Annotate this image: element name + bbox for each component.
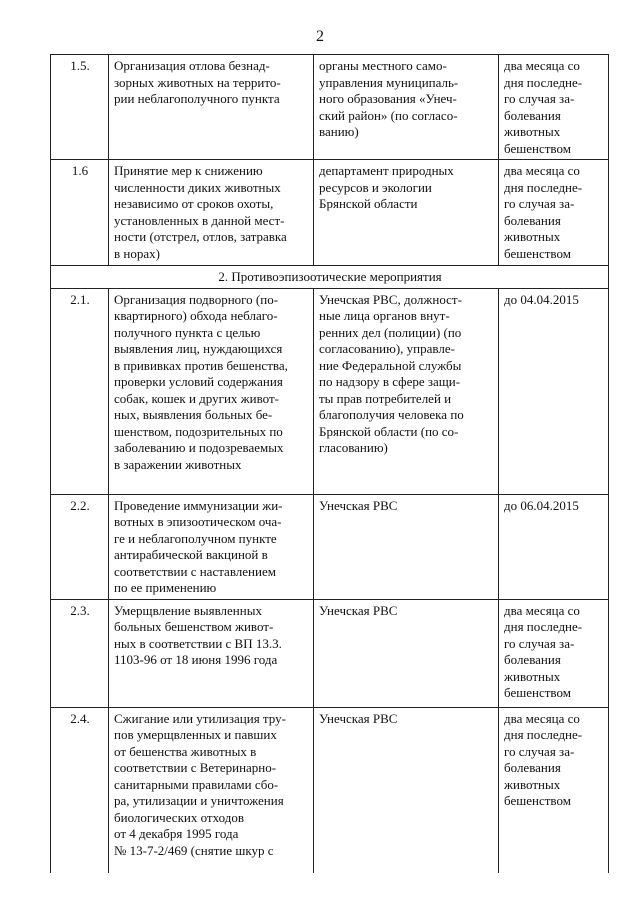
item-number: 2.3. <box>51 599 109 707</box>
deadline: два месяца со дня последне- го случая за- болевания животных бешенством <box>499 707 609 873</box>
deadline: до 06.04.2015 <box>499 494 609 599</box>
responsible-party: департамент природных ресурсов и экологии Брянской области <box>314 160 499 266</box>
deadline: два месяца со дня последне- го случая за- болевания животных бешенством <box>499 160 609 266</box>
responsible-party: Унечская РВС <box>314 599 499 707</box>
item-number: 1.5. <box>51 55 109 160</box>
item-number: 1.6 <box>51 160 109 266</box>
measure-description: Организация подворного (по- квартирного) обхода неблаго- получного пункта с целью выявления лиц, нуждающихся в прививках против бешенства, проверки условий содержания собак, кошек и других живот- ных, выявления больных бе- шенством, подозрительных по заболеванию и подозреваемых в заражении животных <box>109 288 314 494</box>
item-number: 2.4. <box>51 707 109 873</box>
section-title: 2. Противоэпизоотические мероприятия <box>51 266 609 289</box>
table-row <box>51 55 609 160</box>
table-row <box>51 599 609 707</box>
measure-description: Умерщвление выявленных больных бешенством живот- ных в соответствии с ВП 13.3. 1103-96 от 18 июня 1996 года <box>109 599 314 707</box>
responsible-party: органы местного само- управления муниципаль- ного образования «Унеч- ский район» (по согласо- ванию) <box>314 55 499 160</box>
responsible-party: Унечская РВС <box>314 707 499 873</box>
page-number: 2 <box>316 28 324 45</box>
measure-description: Сжигание или утилизация тру- пов умерщвленных и павших от бешенства животных в соответствии с Ветеринарно- санитарными правилами сбо- ра, утилизации и уничтожения биологических отходов от 4 декабря 1995 года № 13-7-2/469 (снятие шкур с <box>109 707 314 873</box>
responsible-party: Унечская РВС, должност- ные лица органов внут- ренних дел (полиции) (по согласованию), управле- ние Федеральной службы по надзору в сфере защи- ты прав потребителей и благополучия человека по Брянской области (по со- гласованию) <box>314 288 499 494</box>
deadline: до 04.04.2015 <box>499 288 609 494</box>
table-row <box>51 494 609 599</box>
responsible-party: Унечская РВС <box>314 494 499 599</box>
deadline: два месяца со дня последне- го случая за- болевания животных бешенством <box>499 55 609 160</box>
table-row <box>51 707 609 873</box>
section-header-row <box>51 266 609 289</box>
measure-description: Проведение иммунизации жи- вотных в эпизоотическом оча- ге и неблагополучном пункте антирабической вакциной в соответствии с наставлением по ее применению <box>109 494 314 599</box>
measures-table <box>50 54 609 873</box>
table-row <box>51 160 609 266</box>
item-number: 2.1. <box>51 288 109 494</box>
measure-description: Принятие мер к снижению численности диких животных независимо от сроков охоты, установленных в данной мест- ности (отстрел, отлов, затравка в норах) <box>109 160 314 266</box>
measure-description: Организация отлова безнад- зорных животных на террито- рии неблагополучного пункта <box>109 55 314 160</box>
table-row <box>51 288 609 494</box>
deadline: два месяца со дня последне- го случая за- болевания животных бешенством <box>499 599 609 707</box>
item-number: 2.2. <box>51 494 109 599</box>
